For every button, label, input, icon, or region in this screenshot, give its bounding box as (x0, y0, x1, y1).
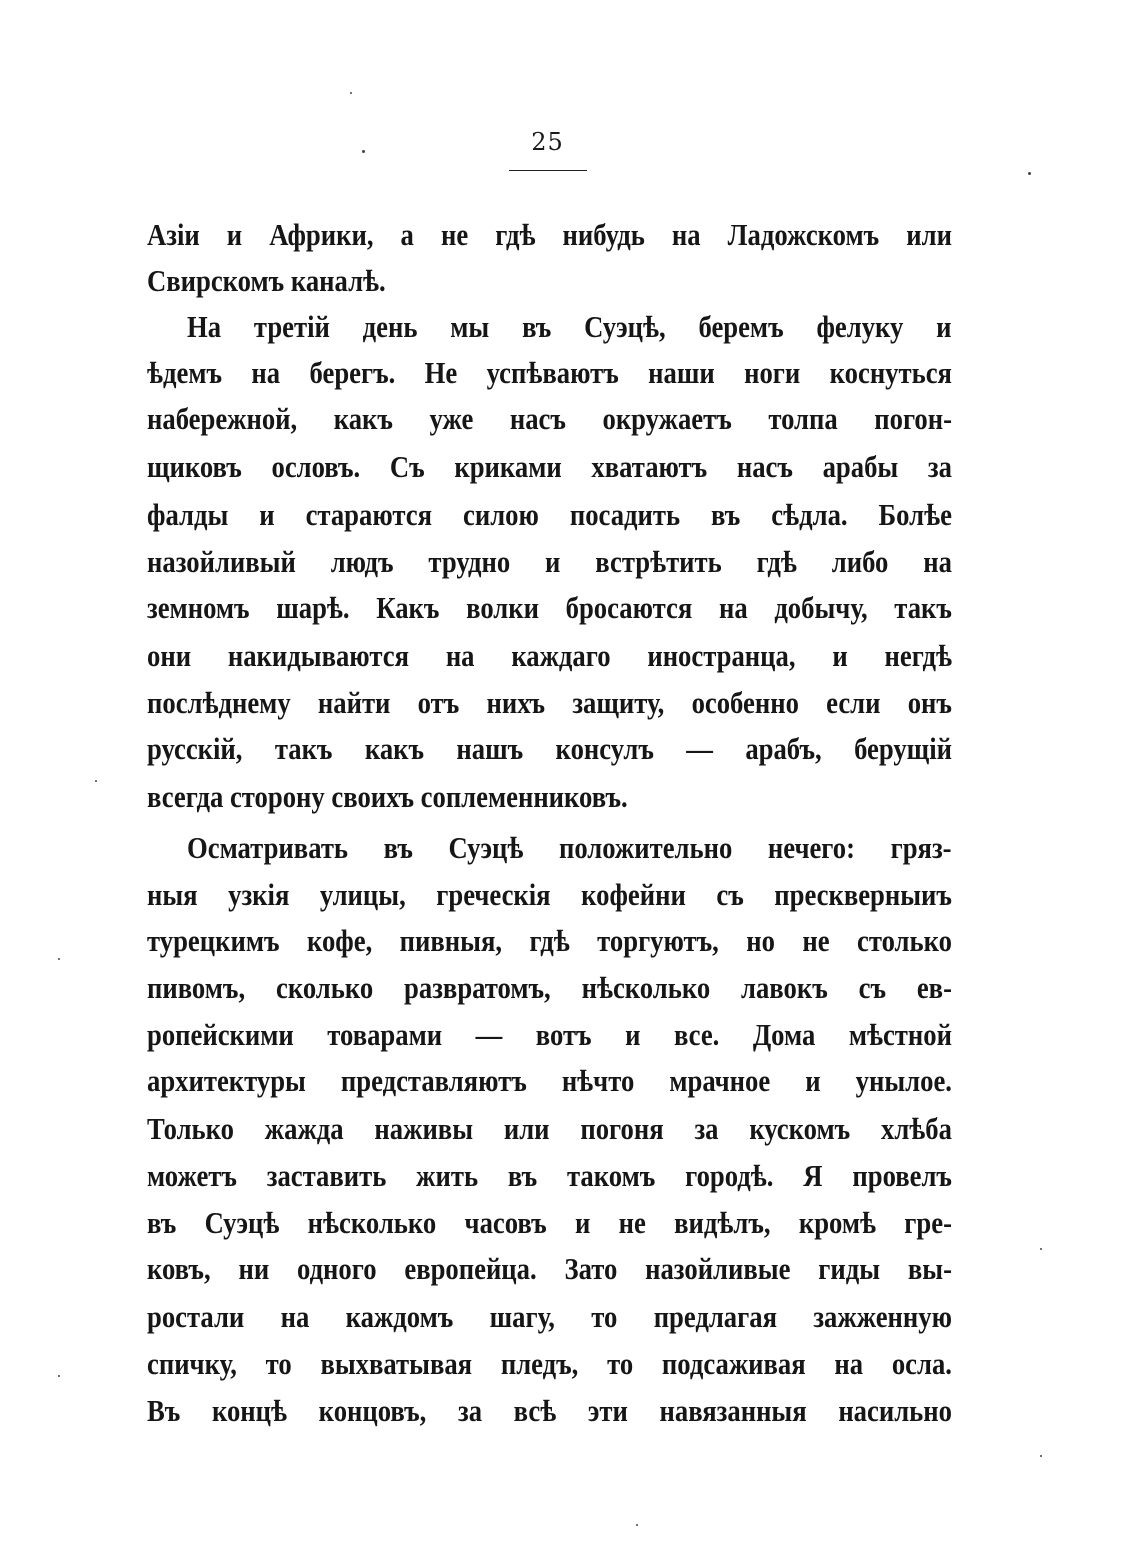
text-line: ѣдемъ на берегъ. Не успѣваютъ наши ноги коснуться (147, 355, 952, 390)
scan-speck (362, 150, 365, 153)
text-line: архитектуры представляютъ нѣчто мрачное и унылое. (147, 1063, 952, 1098)
text-line: щиковъ ословъ. Съ криками хватаютъ насъ арабы за (147, 449, 952, 484)
text-line: спичку, то выхватывая пледъ, то подсаживая на осла. (147, 1346, 952, 1381)
scan-speck (1028, 172, 1031, 175)
text-line: пивомъ, сколько развратомъ, нѣсколько лавокъ съ ев- (147, 970, 952, 1005)
page-number-rule (509, 170, 587, 171)
text-line: Азіи и Африки, а не гдѣ нибудь на Ладожскомъ или (147, 217, 952, 252)
text-line: они накидываются на каждаго иностранца, и негдѣ (147, 638, 952, 673)
text-line: ростали на каждомъ шагу, то предлагая зажженную (147, 1299, 952, 1334)
scan-speck (636, 1524, 638, 1526)
text-line: назойливый людъ трудно и встрѣтить гдѣ либо на (147, 544, 952, 579)
text-line: ковъ, ни одного европейца. Зато назойливые гиды вы- (147, 1251, 952, 1286)
scan-speck (58, 958, 60, 960)
scan-speck (95, 780, 97, 782)
scan-speck (350, 92, 352, 94)
text-line: турецкимъ кофе, пивныя, гдѣ торгуютъ, но не столько (147, 923, 952, 958)
scan-speck (58, 1375, 60, 1377)
text-line: всегда сторону своихъ соплеменниковъ. (147, 779, 628, 814)
text-line: набережной, какъ уже насъ окружаетъ толпа погон- (147, 401, 952, 436)
text-line: Въ концѣ концовъ, за всѣ эти навязанныя насильно (147, 1393, 952, 1428)
text-line: Только жажда наживы или погоня за кускомъ хлѣба (147, 1111, 952, 1146)
text-line: земномъ шарѣ. Какъ волки бросаются на добычу, такъ (147, 590, 952, 625)
text-line: На третій день мы въ Суэцѣ, беремъ фелуку и (187, 309, 952, 344)
text-line: можетъ заставить жить въ такомъ городѣ. Я провелъ (147, 1158, 952, 1193)
page-number: 25 (531, 128, 564, 156)
text-line: ропейскими товарами — вотъ и все. Дома мѣстной (147, 1017, 952, 1052)
text-line: Осматривать въ Суэцѣ положительно нечего: гряз- (187, 830, 952, 865)
scan-speck (1040, 1248, 1042, 1250)
text-line: въ Суэцѣ нѣсколько часовъ и не видѣлъ, кромѣ гре- (147, 1205, 952, 1240)
text-line: Свирскомъ каналѣ. (147, 263, 386, 298)
text-line: ныя узкія улицы, греческія кофейни съ прескверныиъ (147, 877, 952, 912)
text-line: послѣднему найти отъ нихъ защиту, особенно если онъ (147, 685, 952, 720)
text-line: фалды и стараются силою посадить въ сѣдла. Болѣе (147, 497, 952, 532)
scan-speck (1040, 1455, 1042, 1457)
text-line: русскій, такъ какъ нашъ консулъ — арабъ, берущій (147, 731, 952, 766)
